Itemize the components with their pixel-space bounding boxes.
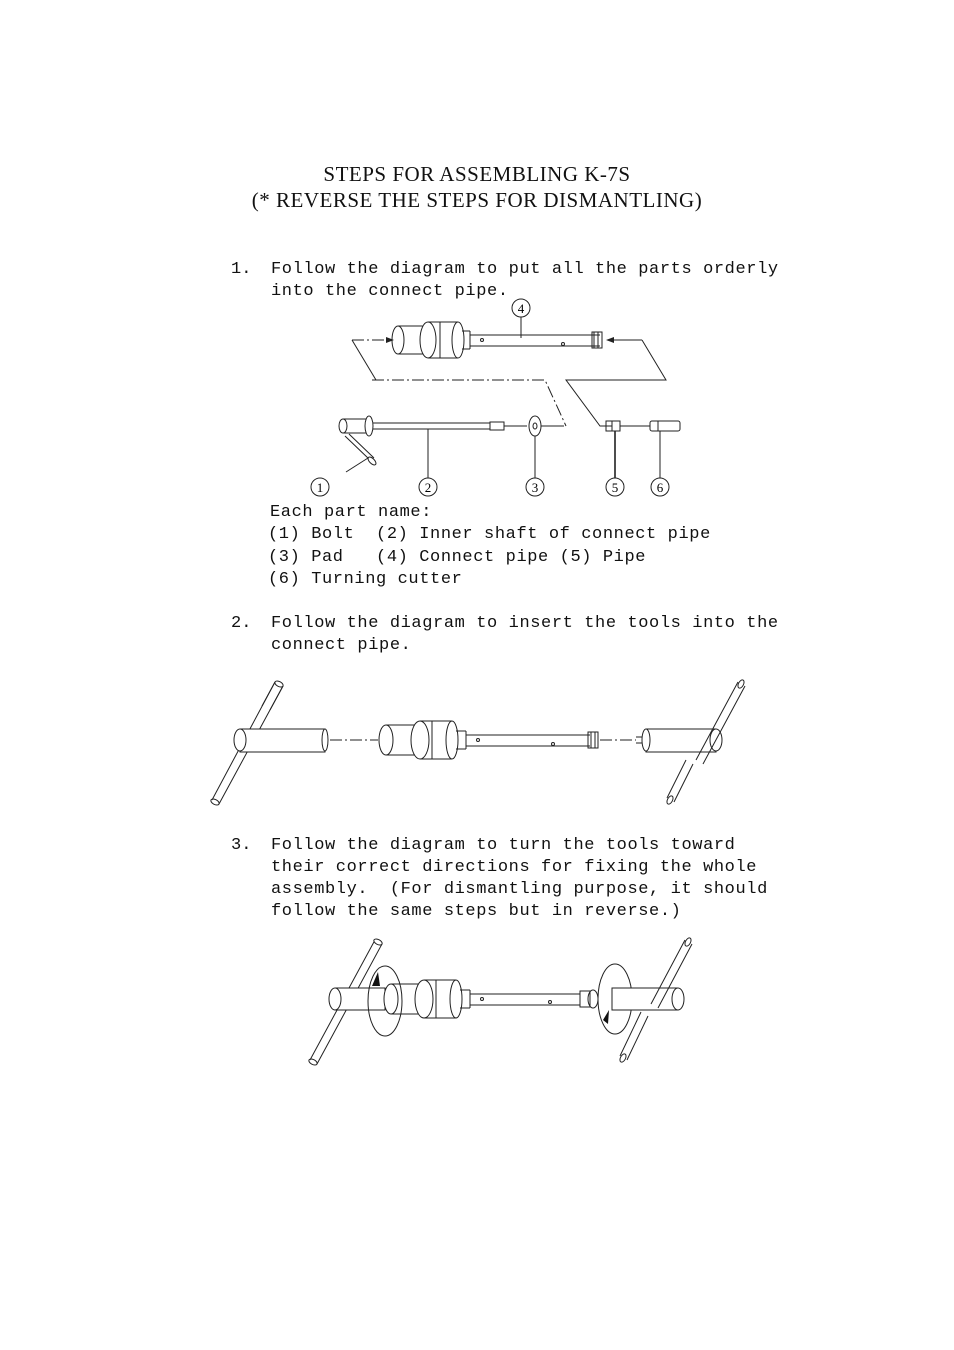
step-3-line-3: assembly. (For dismantling purpose, it should — [271, 880, 768, 899]
callout-1: 1 — [316, 480, 324, 495]
step-3-line-1: Follow the diagram to turn the tools toward — [271, 836, 736, 855]
right-t-handle — [636, 679, 745, 805]
diagram-1-exploded-parts — [311, 299, 680, 496]
diagram-2-insert-tools — [210, 679, 745, 806]
callout-2: 2 — [424, 480, 432, 495]
connect-pipe-part — [352, 322, 666, 426]
title-line-1: STEPS FOR ASSEMBLING K-7S — [323, 162, 631, 186]
step-2-number: 2. — [231, 614, 252, 633]
step-3-line-4: follow the same steps but in reverse.) — [271, 902, 682, 921]
callout-4: 4 — [517, 301, 525, 316]
step-1-number: 1. — [231, 260, 252, 279]
inner-shaft-part — [339, 416, 527, 472]
step-1-line-2: into the connect pipe. — [271, 282, 509, 301]
step-2-line-1: Follow the diagram to insert the tools into the — [271, 614, 779, 633]
parts-heading: Each part name: — [270, 503, 433, 522]
pad-part — [529, 416, 564, 436]
pipe-and-cutter-parts — [606, 421, 680, 431]
step-1-line-1: Follow the diagram to put all the parts orderly — [271, 260, 779, 279]
parts-line-2: (3) Pad (4) Connect pipe (5) Pipe — [268, 548, 647, 567]
parts-line-1: (1) Bolt (2) Inner shaft of connect pipe — [268, 525, 711, 544]
parts-line-3: (6) Turning cutter — [268, 570, 463, 589]
callout-6: 6 — [656, 480, 664, 495]
step-2-line-2: connect pipe. — [271, 636, 412, 655]
connect-pipe-assembled — [384, 980, 598, 1018]
diagram-3-turn-tools — [308, 937, 692, 1066]
left-t-handle — [210, 680, 328, 807]
callout-5: 5 — [611, 480, 619, 495]
connect-pipe-center — [379, 721, 598, 759]
title-line-2: (* REVERSE THE STEPS FOR DISMANTLING) — [251, 188, 703, 212]
step-3-number: 3. — [231, 836, 252, 855]
right-handle-rotation — [598, 937, 692, 1063]
step-3-line-2: their correct directions for fixing the whole — [271, 858, 758, 877]
callout-3: 3 — [531, 480, 539, 495]
